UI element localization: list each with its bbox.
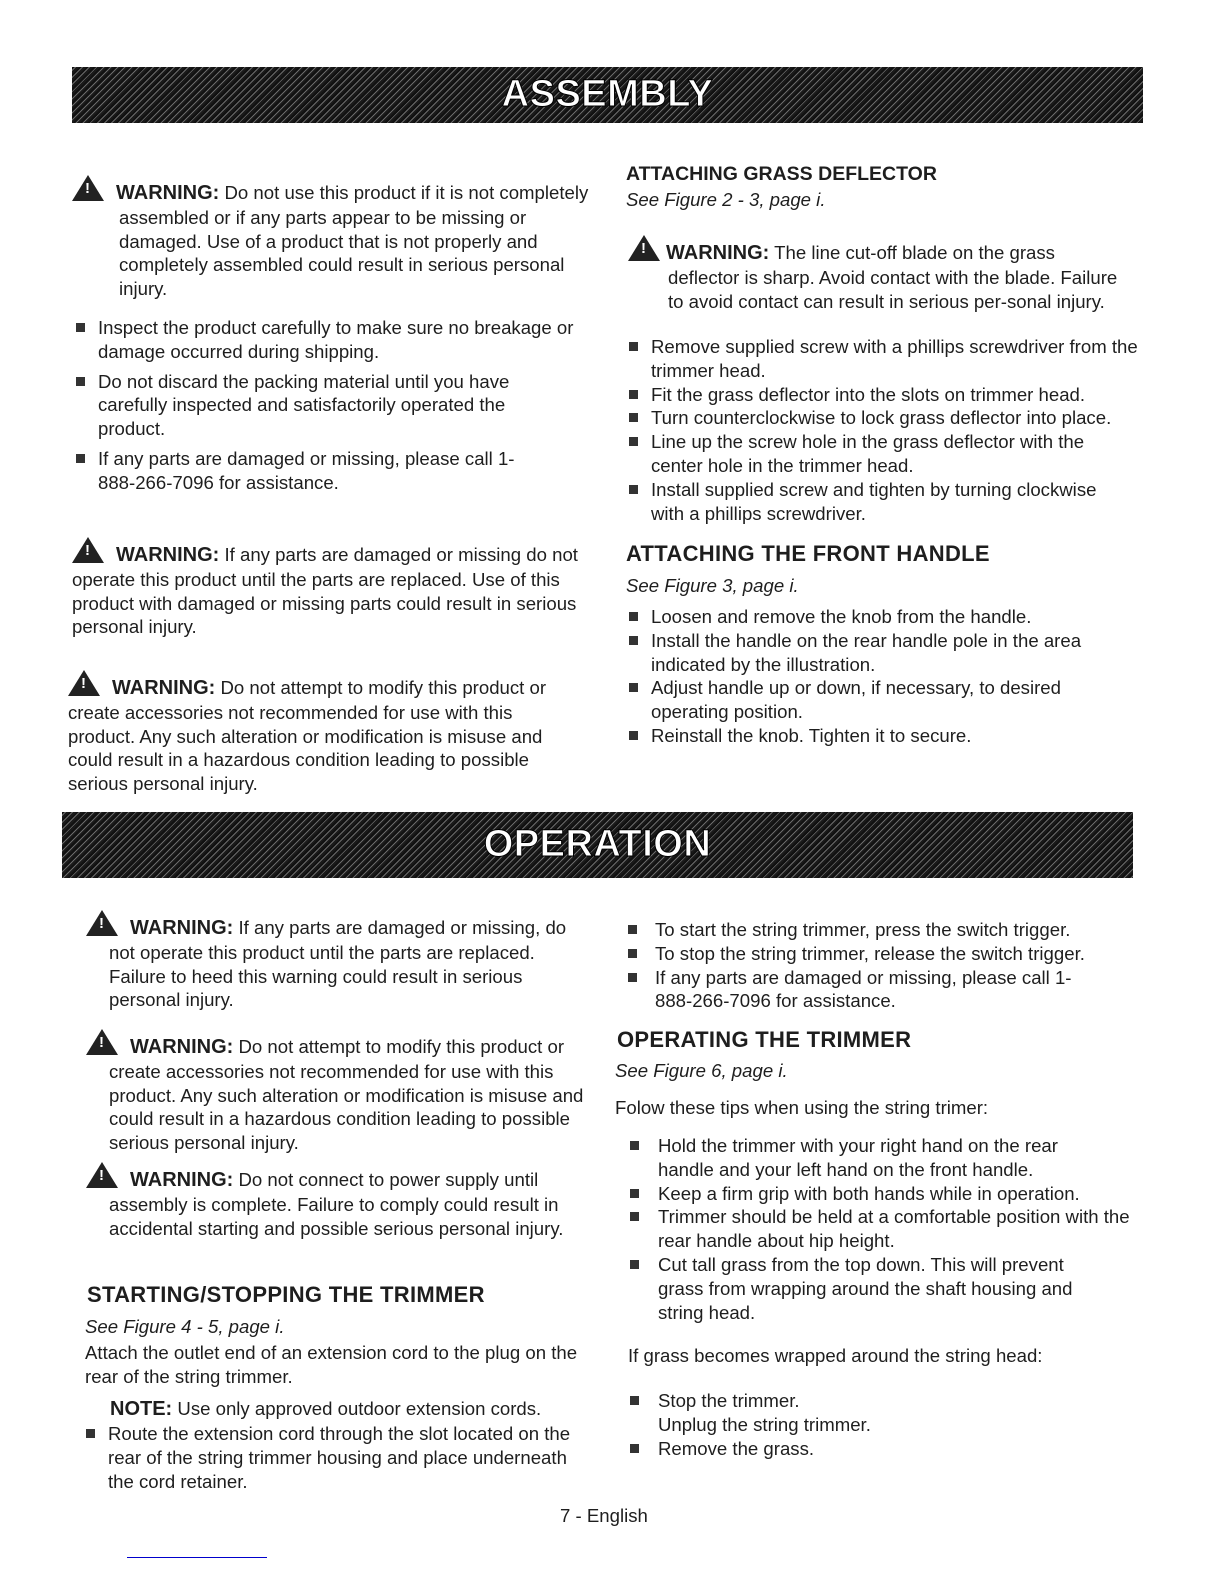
page-number: 7 - English [560,1505,648,1526]
tips-intro: Folow these tips when using the string trimer: [615,1097,989,1118]
list-item: Inspect the product carefully to make sure no breakage or damage occurred during shipping. [74,316,594,364]
list-item: Fit the grass deflector into the slots on trimmer head. [627,383,1147,407]
operating-tips [628,1134,1138,1324]
note: NOTE: Use only approved outdoor extension cords. [110,1398,542,1420]
cord-steps [84,1422,574,1499]
start-stop-steps [626,918,1116,1013]
figure-reference: See Figure 6, page i. [615,1060,788,1081]
operation-warning-1: !WARNING: If any parts are damaged or missing, do not operate this product until the parts are replaced. Failure to heed this warning could result in serious personal injury. [86,910,589,1012]
warning-triangle-icon [86,1162,118,1188]
list-item: Stop the trimmer. [628,1389,1128,1413]
heading-grass-deflector: ATTACHING GRASS DEFLECTOR [626,163,937,185]
list-item: Turn counterclockwise to lock grass deflector into place. [627,406,1147,430]
warning-triangle-icon [68,670,100,696]
operation-title: OPERATION [483,823,712,866]
warning-triangle-icon [72,175,104,201]
list-item: Remove supplied screw with a phillips screwdriver from the trimmer head. [627,335,1147,383]
list-item: Install the handle on the rear handle pole in the area indicated by the illustration. [627,629,1117,677]
list-item: Cut tall grass from the top down. This will prevent grass from wrapping around the shaft housing and string head. [628,1253,1138,1324]
list-item: Route the extension cord through the slot located on the rear of the string trimmer housing and place underneath the cord retainer. [84,1422,574,1493]
operation-warning-2: !WARNING: Do not attempt to modify this product or create accessories not recommended for use with this product. Any such alteration or modification is misuse and could result in a hazardous condition leading to possible serious personal injury. [86,1029,599,1155]
heading-front-handle: ATTACHING THE FRONT HANDLE [626,541,990,566]
list-item: Unplug the string trimmer. [658,1413,871,1435]
assembly-warning-3: !WARNING: Do not attempt to modify this product or create accessories not recommended for use with this product. Any such alteration or modification is misuse and could result in a hazardous condition leading to possible serious personal injury. [68,670,568,796]
assembly-title: ASSEMBLY [501,73,714,116]
list-item: Trimmer should be held at a comfortable position with the rear handle about hip height. [628,1205,1138,1253]
list-item: If any parts are damaged or missing, please call 1-888-266-7096 for assistance. [74,447,594,495]
operation-banner [62,812,1133,878]
deflector-steps [627,335,1147,525]
list-item: To stop the string trimmer, release the switch trigger. [626,942,1116,966]
list-item: Reinstall the knob. Tighten it to secure. [627,724,1117,748]
list-item: Remove the grass. [628,1437,1128,1461]
list-item: Keep a firm grip with both hands while in operation. [628,1182,1138,1206]
wrapped-grass-steps [628,1389,1128,1460]
operation-warning-3: !WARNING: Do not connect to power supply until assembly is complete. Failure to comply could result in accidental starting and possible serious personal injury. [86,1162,579,1240]
list-item: Adjust handle up or down, if necessary, to desired operating position. [627,676,1117,724]
assembly-banner [72,67,1143,123]
heading-operating-trimmer: OPERATING THE TRIMMER [617,1027,912,1052]
assembly-warning-2: !WARNING: If any parts are damaged or missing do not operate this product until the parts are replaced. Use of this product with damaged or missing parts could result in serious personal injury. [72,537,584,639]
figure-reference: See Figure 2 - 3, page i. [626,189,826,210]
deflector-warning: !WARNING: The line cut-off blade on the grass deflector is sharp. Avoid contact with the blade. Failure to avoid contact can result in serious per-sonal injury. [628,235,1128,313]
front-handle-steps [627,605,1117,748]
list-item: Hold the trimmer with your right hand on the rear handle and your left hand on the front handle. [628,1134,1138,1182]
warning-triangle-icon [86,1029,118,1055]
assembly-warning-1: !WARNING: Do not use this product if it is not completely assembled or if any parts appear to be missing or damaged. Use of a product that is not properly and completely assembled could result in serious personal injury. [72,175,599,301]
list-item: Do not discard the packing material until you have carefully inspected and satisfactorily operated the product. [74,370,594,441]
list-item: Line up the screw hole in the grass deflector with the center hole in the trimmer head. [627,430,1147,478]
extension-cord-paragraph: Attach the outlet end of an extension cord to the plug on the rear of the string trimmer. [85,1342,578,1387]
heading-starting-stopping: STARTING/STOPPING THE TRIMMER [87,1282,485,1307]
warning-triangle-icon [86,910,118,936]
assembly-inspect-list [74,316,594,501]
wrapped-grass-intro: If grass becomes wrapped around the string head: [628,1345,1043,1366]
figure-reference: See Figure 3, page i. [626,575,799,596]
divider [127,1557,267,1558]
list-item: To start the string trimmer, press the switch trigger. [626,918,1116,942]
warning-triangle-icon [72,537,104,563]
list-item: Loosen and remove the knob from the handle. [627,605,1117,629]
warning-triangle-icon [628,235,660,261]
list-item: Install supplied screw and tighten by turning clockwise with a phillips screwdriver. [627,478,1147,526]
list-item: If any parts are damaged or missing, please call 1-888-266-7096 for assistance. [626,966,1116,1014]
figure-reference: See Figure 4 - 5, page i. [85,1316,285,1337]
